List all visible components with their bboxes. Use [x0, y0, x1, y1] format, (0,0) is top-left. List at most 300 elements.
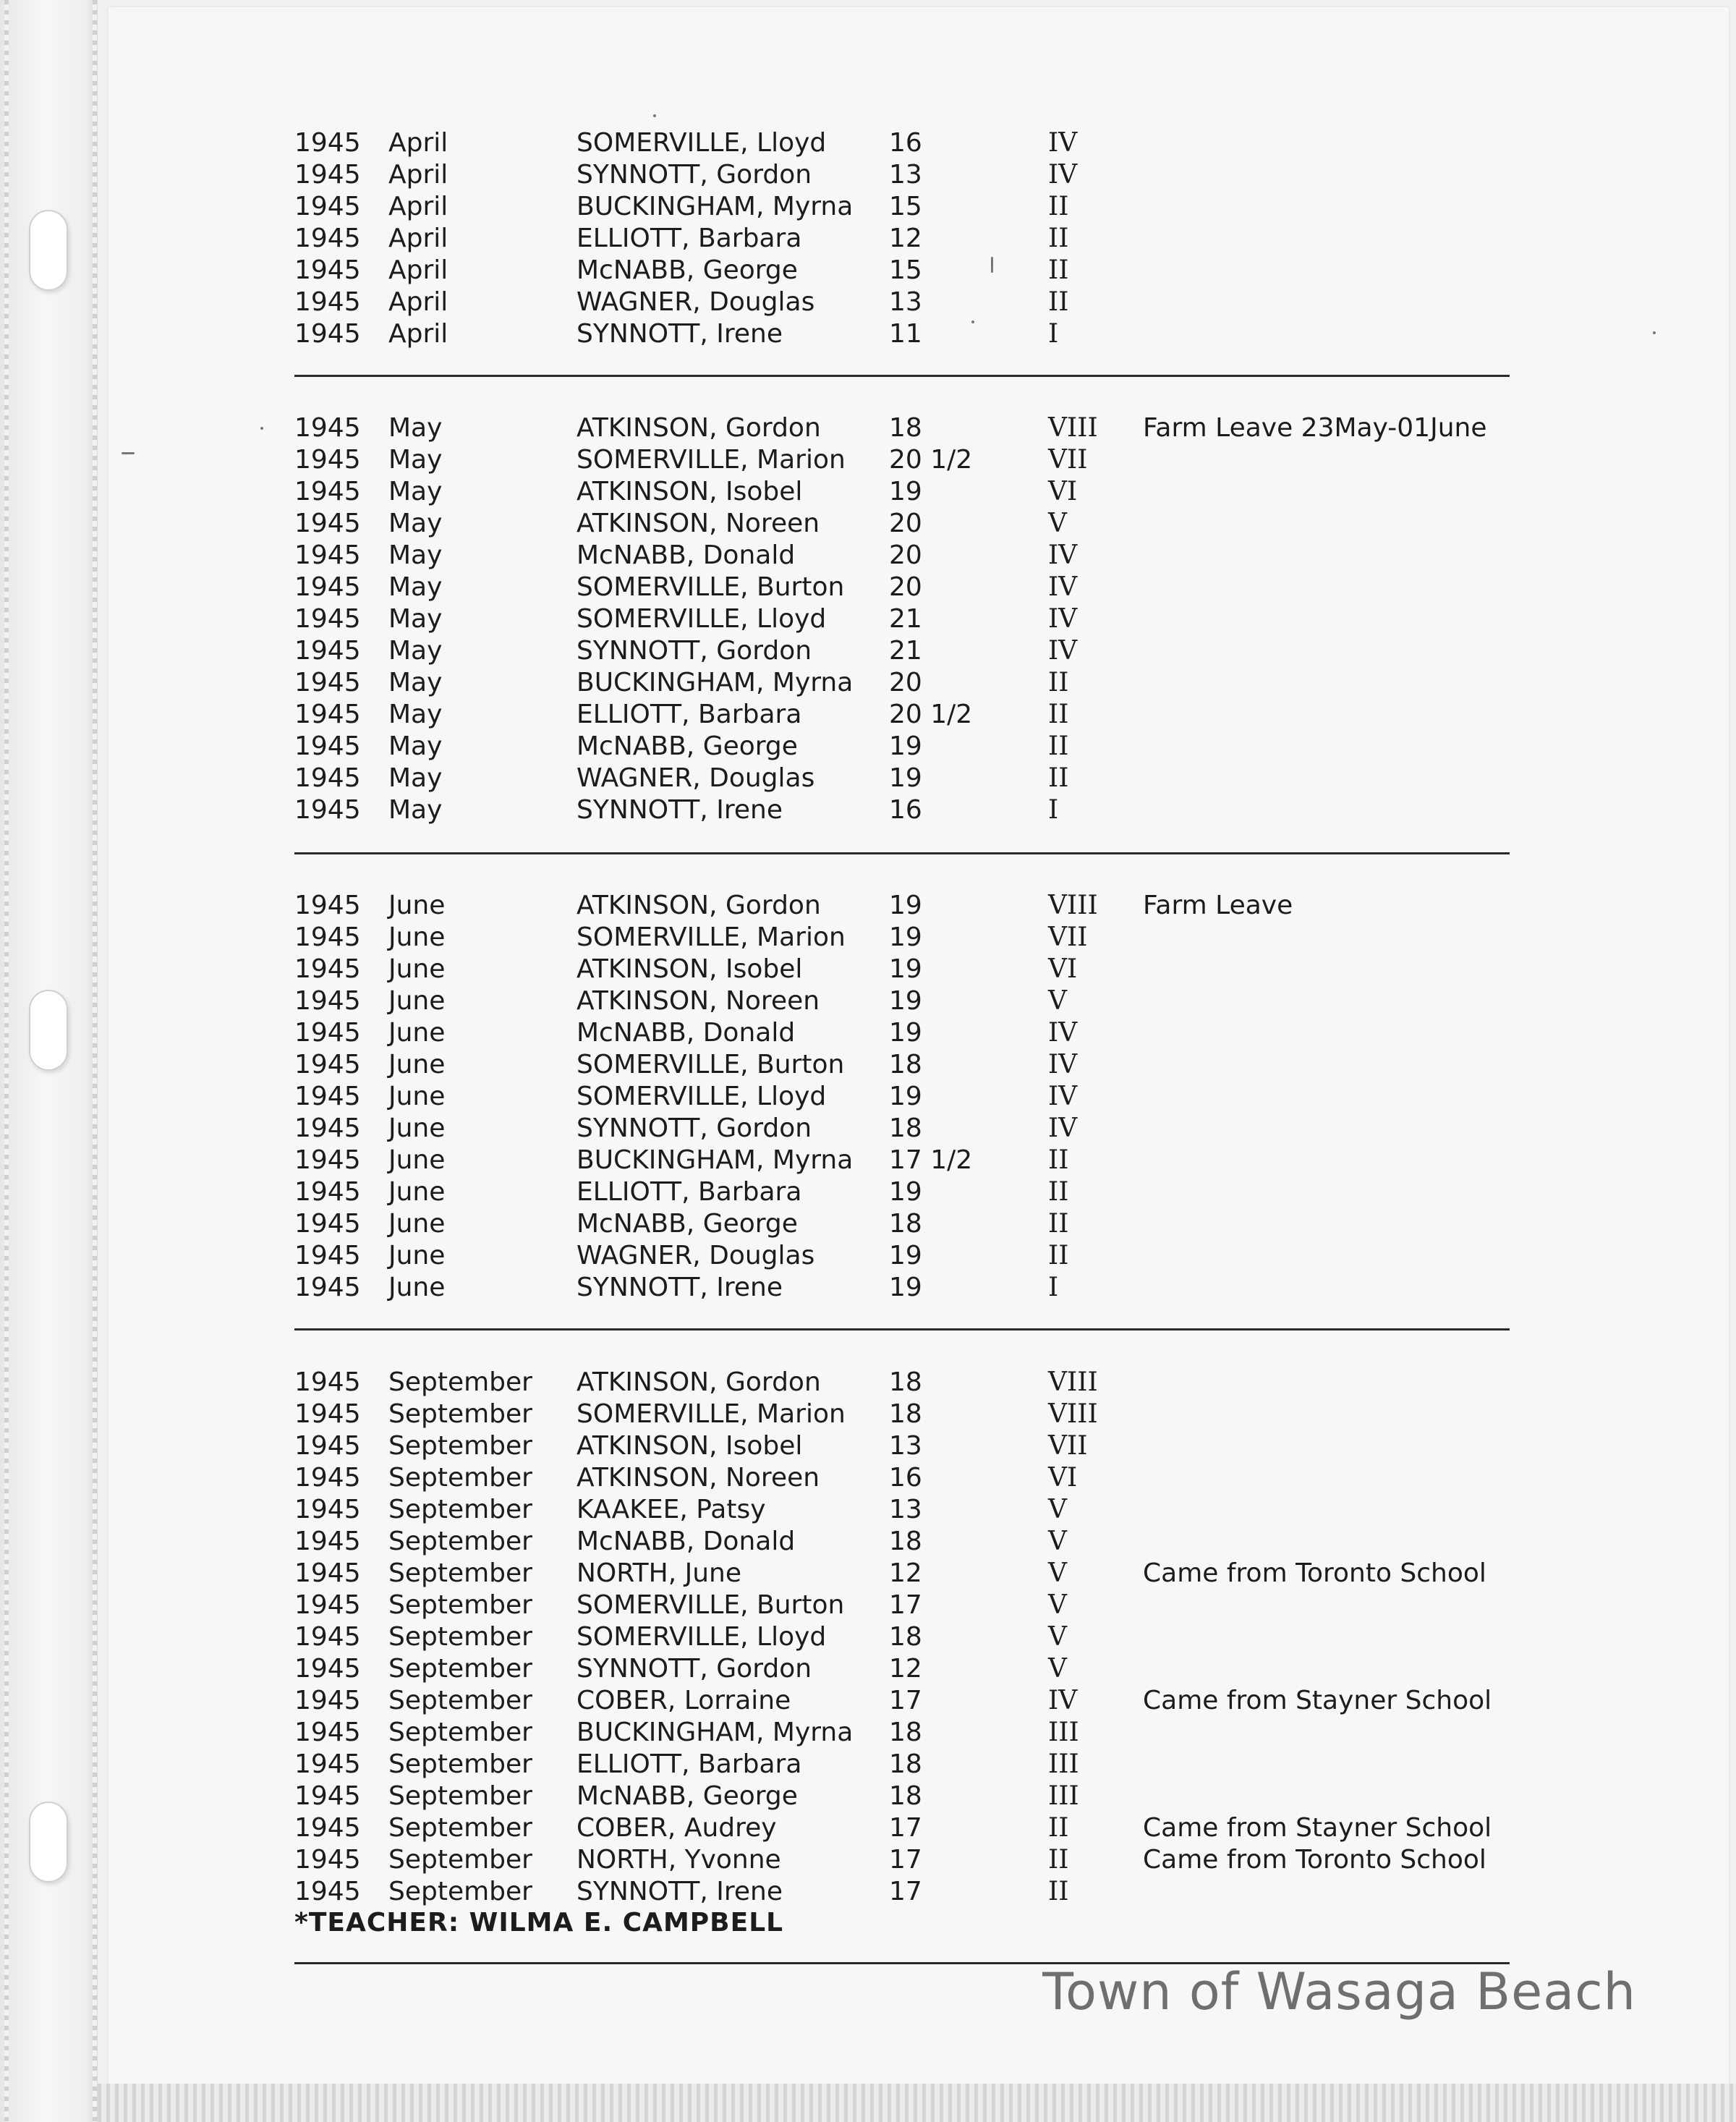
scan-speck [653, 114, 656, 117]
binder-hole-top [29, 210, 68, 291]
grade-cell: II [1048, 731, 1069, 761]
grade-cell: II [1048, 700, 1069, 729]
student-name-cell: SYNNOTT, Irene [576, 795, 783, 825]
month-cell: May [388, 445, 443, 475]
student-name-cell: ATKINSON, Gordon [576, 1367, 821, 1397]
table-row [294, 922, 1510, 954]
days-cell: 18 [889, 1781, 922, 1811]
year-cell: 1945 [294, 445, 361, 475]
table-row [294, 1208, 1510, 1240]
grade-cell: IV [1048, 1686, 1078, 1715]
days-cell: 19 [889, 986, 922, 1016]
year-cell: 1945 [294, 1686, 361, 1715]
student-name-cell: ATKINSON, Noreen [576, 509, 820, 538]
student-name-cell: SYNNOTT, Irene [576, 1877, 783, 1906]
year-cell: 1945 [294, 1241, 361, 1270]
month-cell: June [388, 922, 446, 952]
student-name-cell: BUCKINGHAM, Myrna [576, 668, 854, 697]
days-cell: 16 [889, 128, 922, 158]
table-row [294, 954, 1510, 985]
days-cell: 18 [889, 1527, 922, 1556]
days-cell: 19 [889, 763, 922, 793]
month-cell: September [388, 1558, 532, 1588]
days-cell: 21 [889, 636, 922, 666]
note-cell: Came from Toronto School [1143, 1558, 1486, 1588]
student-name-cell: SYNNOTT, Gordon [576, 636, 812, 666]
student-name-cell: SYNNOTT, Irene [576, 319, 783, 349]
student-name-cell: SOMERVILLE, Lloyd [576, 1082, 827, 1111]
section-divider [294, 1328, 1510, 1331]
days-cell: 19 [889, 1241, 922, 1270]
table-row [294, 318, 1510, 350]
student-name-cell: McNABB, George [576, 255, 798, 285]
year-cell: 1945 [294, 509, 361, 538]
month-cell: June [388, 1145, 446, 1175]
table-row [294, 223, 1510, 255]
table-row [294, 763, 1510, 794]
student-name-cell: BUCKINGHAM, Myrna [576, 1718, 854, 1747]
table-row [294, 667, 1510, 699]
year-cell: 1945 [294, 287, 361, 317]
days-cell: 11 [889, 319, 922, 349]
scan-speck [260, 427, 263, 430]
days-cell: 13 [889, 1431, 922, 1461]
grade-cell: II [1048, 1877, 1069, 1906]
student-name-cell: NORTH, June [576, 1558, 742, 1588]
days-cell: 18 [889, 1718, 922, 1747]
days-cell: 19 [889, 1273, 922, 1302]
table-row [294, 731, 1510, 763]
student-name-cell: SOMERVILLE, Lloyd [576, 604, 827, 634]
year-cell: 1945 [294, 572, 361, 602]
month-cell: June [388, 891, 446, 920]
days-cell: 20 [889, 540, 922, 570]
grade-cell: VIII [1048, 891, 1098, 920]
student-name-cell: ATKINSON, Isobel [576, 954, 803, 984]
student-name-cell: WAGNER, Douglas [576, 287, 815, 317]
grade-cell: VI [1048, 1463, 1078, 1493]
grade-cell: II [1048, 1209, 1069, 1239]
days-cell: 17 [889, 1686, 922, 1715]
year-cell: 1945 [294, 1082, 361, 1111]
days-cell: 13 [889, 1495, 922, 1524]
table-row [294, 540, 1510, 572]
note-cell: Farm Leave 23May-01June [1143, 413, 1487, 443]
year-cell: 1945 [294, 1463, 361, 1493]
year-cell: 1945 [294, 1558, 361, 1588]
student-name-cell: McNABB, Donald [576, 1527, 796, 1556]
table-row [294, 191, 1510, 223]
grade-cell: III [1048, 1781, 1079, 1811]
month-cell: May [388, 540, 443, 570]
year-cell: 1945 [294, 668, 361, 697]
student-name-cell: BUCKINGHAM, Myrna [576, 192, 854, 221]
table-row [294, 1494, 1510, 1526]
year-cell: 1945 [294, 1177, 361, 1207]
year-cell: 1945 [294, 1590, 361, 1620]
year-cell: 1945 [294, 1367, 361, 1397]
table-row [294, 1781, 1510, 1812]
year-cell: 1945 [294, 795, 361, 825]
table-row [294, 1367, 1510, 1399]
student-name-cell: ATKINSON, Gordon [576, 413, 821, 443]
year-cell: 1945 [294, 477, 361, 506]
table-row [294, 1081, 1510, 1113]
grade-cell: IV [1048, 128, 1078, 158]
table-row [294, 1876, 1510, 1908]
grade-cell: IV [1048, 160, 1078, 190]
table-row [294, 1049, 1510, 1081]
month-cell: May [388, 413, 443, 443]
days-cell: 19 [889, 891, 922, 920]
days-cell: 17 [889, 1845, 922, 1875]
year-cell: 1945 [294, 1813, 361, 1843]
grade-cell: V [1048, 1527, 1067, 1556]
month-cell: May [388, 700, 443, 729]
student-name-cell: ELLIOTT, Barbara [576, 224, 802, 253]
days-cell: 19 [889, 1177, 922, 1207]
table-row [294, 794, 1510, 826]
table-row [294, 444, 1510, 476]
grade-cell: II [1048, 668, 1069, 697]
student-name-cell: SYNNOTT, Gordon [576, 1654, 812, 1684]
year-cell: 1945 [294, 1273, 361, 1302]
table-row [294, 1462, 1510, 1494]
month-cell: June [388, 1273, 446, 1302]
grade-cell: II [1048, 287, 1069, 317]
month-cell: September [388, 1495, 532, 1524]
month-cell: April [388, 128, 448, 158]
table-row [294, 890, 1510, 922]
grade-cell: V [1048, 1622, 1067, 1652]
grade-cell: III [1048, 1749, 1079, 1779]
grade-cell: VIII [1048, 413, 1098, 443]
grade-cell: II [1048, 255, 1069, 285]
student-name-cell: ATKINSON, Isobel [576, 477, 803, 506]
year-cell: 1945 [294, 1527, 361, 1556]
table-row [294, 1685, 1510, 1717]
grade-cell: IV [1048, 572, 1078, 602]
month-cell: September [388, 1590, 532, 1620]
scan-speck [1653, 331, 1656, 334]
days-cell: 17 [889, 1590, 922, 1620]
student-name-cell: ELLIOTT, Barbara [576, 1177, 802, 1207]
days-cell: 19 [889, 922, 922, 952]
year-cell: 1945 [294, 986, 361, 1016]
month-cell: June [388, 954, 446, 984]
month-cell: September [388, 1654, 532, 1684]
year-cell: 1945 [294, 604, 361, 634]
table-row [294, 635, 1510, 667]
student-name-cell: SOMERVILLE, Burton [576, 1590, 845, 1620]
month-cell: June [388, 1082, 446, 1111]
days-cell: 19 [889, 731, 922, 761]
year-cell: 1945 [294, 1654, 361, 1684]
grade-cell: IV [1048, 1113, 1078, 1143]
student-name-cell: SOMERVILLE, Marion [576, 1399, 846, 1429]
days-cell: 18 [889, 1399, 922, 1429]
days-cell: 18 [889, 413, 922, 443]
year-cell: 1945 [294, 160, 361, 190]
year-cell: 1945 [294, 1431, 361, 1461]
table-row [294, 572, 1510, 603]
table-row [294, 1176, 1510, 1208]
student-name-cell: McNABB, George [576, 731, 798, 761]
grade-cell: IV [1048, 1018, 1078, 1048]
table-row [294, 1749, 1510, 1781]
table-row [294, 127, 1510, 159]
year-cell: 1945 [294, 1018, 361, 1048]
days-cell: 12 [889, 224, 922, 253]
section-april [294, 127, 1510, 350]
month-cell: May [388, 477, 443, 506]
note-cell: Came from Toronto School [1143, 1845, 1486, 1875]
year-cell: 1945 [294, 922, 361, 952]
table-row [294, 476, 1510, 508]
grade-cell: II [1048, 1177, 1069, 1207]
student-name-cell: SOMERVILLE, Lloyd [576, 128, 827, 158]
grade-cell: V [1048, 1495, 1067, 1524]
days-cell: 16 [889, 1463, 922, 1493]
year-cell: 1945 [294, 1050, 361, 1079]
days-cell: 13 [889, 160, 922, 190]
year-cell: 1945 [294, 1145, 361, 1175]
note-cell: Came from Stayner School [1143, 1686, 1492, 1715]
table-row [294, 1240, 1510, 1272]
month-cell: September [388, 1845, 532, 1875]
student-name-cell: SOMERVILLE, Lloyd [576, 1622, 827, 1652]
sleeve-perforation-left [4, 0, 9, 2122]
days-cell: 21 [889, 604, 922, 634]
student-name-cell: ATKINSON, Noreen [576, 1463, 820, 1493]
table-row [294, 508, 1510, 540]
note-cell: Came from Stayner School [1143, 1813, 1492, 1843]
grade-cell: II [1048, 1145, 1069, 1175]
days-cell: 19 [889, 1082, 922, 1111]
month-cell: April [388, 319, 448, 349]
month-cell: June [388, 1177, 446, 1207]
grade-cell: II [1048, 1845, 1069, 1875]
note-cell: Farm Leave [1143, 891, 1293, 920]
month-cell: April [388, 287, 448, 317]
year-cell: 1945 [294, 1718, 361, 1747]
month-cell: April [388, 160, 448, 190]
grade-cell: I [1048, 1273, 1059, 1302]
month-cell: May [388, 731, 443, 761]
grade-cell: II [1048, 1241, 1069, 1270]
table-row [294, 1145, 1510, 1176]
table-row [294, 159, 1510, 191]
student-name-cell: ATKINSON, Noreen [576, 986, 820, 1016]
grade-cell: II [1048, 1813, 1069, 1843]
grade-cell: II [1048, 192, 1069, 221]
grade-cell: VII [1048, 445, 1088, 475]
year-cell: 1945 [294, 1877, 361, 1906]
grade-cell: V [1048, 1654, 1067, 1684]
year-cell: 1945 [294, 1399, 361, 1429]
month-cell: May [388, 572, 443, 602]
student-name-cell: McNABB, Donald [576, 1018, 796, 1048]
town-watermark: Town of Wasaga Beach [1042, 1962, 1636, 2021]
year-cell: 1945 [294, 319, 361, 349]
grade-cell: V [1048, 509, 1067, 538]
grade-cell: VIII [1048, 1367, 1098, 1397]
days-cell: 19 [889, 477, 922, 506]
grade-cell: II [1048, 224, 1069, 253]
student-name-cell: COBER, Audrey [576, 1813, 777, 1843]
grade-cell: IV [1048, 636, 1078, 666]
grade-cell: VI [1048, 954, 1078, 984]
year-cell: 1945 [294, 1113, 361, 1143]
year-cell: 1945 [294, 192, 361, 221]
grade-cell: VII [1048, 922, 1088, 952]
table-row [294, 1558, 1510, 1590]
table-row [294, 699, 1510, 731]
year-cell: 1945 [294, 1749, 361, 1779]
grade-cell: II [1048, 763, 1069, 793]
sleeve-bottom-edge [98, 2084, 1736, 2122]
year-cell: 1945 [294, 636, 361, 666]
student-name-cell: KAAKEE, Patsy [576, 1495, 766, 1524]
days-cell: 20 [889, 668, 922, 697]
grade-cell: IV [1048, 540, 1078, 570]
section-divider [294, 375, 1510, 377]
grade-cell: V [1048, 1590, 1067, 1620]
student-name-cell: NORTH, Yvonne [576, 1845, 781, 1875]
month-cell: May [388, 509, 443, 538]
table-row [294, 1113, 1510, 1145]
days-cell: 19 [889, 1018, 922, 1048]
table-row [294, 1399, 1510, 1430]
year-cell: 1945 [294, 1781, 361, 1811]
student-name-cell: ELLIOTT, Barbara [576, 1749, 802, 1779]
month-cell: September [388, 1813, 532, 1843]
year-cell: 1945 [294, 255, 361, 285]
student-name-cell: McNABB, George [576, 1209, 798, 1239]
scan-speck [122, 452, 135, 454]
grade-cell: VI [1048, 477, 1078, 506]
table-row [294, 1272, 1510, 1304]
student-name-cell: SYNNOTT, Irene [576, 1273, 783, 1302]
table-row [294, 287, 1510, 318]
month-cell: September [388, 1527, 532, 1556]
year-cell: 1945 [294, 1495, 361, 1524]
binder-hole-middle [29, 990, 68, 1071]
student-name-cell: SOMERVILLE, Burton [576, 1050, 845, 1079]
student-name-cell: WAGNER, Douglas [576, 763, 815, 793]
year-cell: 1945 [294, 763, 361, 793]
month-cell: June [388, 1050, 446, 1079]
table-row [294, 1621, 1510, 1653]
student-name-cell: SOMERVILLE, Burton [576, 572, 845, 602]
table-row [294, 1590, 1510, 1621]
year-cell: 1945 [294, 128, 361, 158]
table-row [294, 1653, 1510, 1685]
days-cell: 13 [889, 287, 922, 317]
section-may [294, 412, 1510, 826]
grade-cell: V [1048, 1558, 1067, 1588]
month-cell: May [388, 795, 443, 825]
days-cell: 18 [889, 1367, 922, 1397]
year-cell: 1945 [294, 540, 361, 570]
table-row [294, 1526, 1510, 1558]
student-name-cell: COBER, Lorraine [576, 1686, 791, 1715]
month-cell: September [388, 1367, 532, 1397]
days-cell: 15 [889, 255, 922, 285]
month-cell: September [388, 1749, 532, 1779]
days-cell: 17 1/2 [889, 1145, 973, 1175]
teacher-line: *TEACHER: WILMA E. CAMPBELL [294, 1908, 784, 1938]
student-name-cell: ATKINSON, Isobel [576, 1431, 803, 1461]
days-cell: 20 1/2 [889, 700, 973, 729]
binder-hole-bottom [29, 1801, 68, 1883]
student-name-cell: SYNNOTT, Gordon [576, 160, 812, 190]
section-september [294, 1367, 1510, 1908]
year-cell: 1945 [294, 1209, 361, 1239]
month-cell: September [388, 1431, 532, 1461]
month-cell: April [388, 224, 448, 253]
table-row [294, 1812, 1510, 1844]
grade-cell: V [1048, 986, 1067, 1016]
table-row [294, 1430, 1510, 1462]
month-cell: April [388, 255, 448, 285]
student-name-cell: McNABB, Donald [576, 540, 796, 570]
year-cell: 1945 [294, 891, 361, 920]
section-june [294, 890, 1510, 1304]
student-name-cell: BUCKINGHAM, Myrna [576, 1145, 854, 1175]
days-cell: 20 [889, 572, 922, 602]
grade-cell: III [1048, 1718, 1079, 1747]
days-cell: 18 [889, 1622, 922, 1652]
grade-cell: IV [1048, 1050, 1078, 1079]
month-cell: September [388, 1622, 532, 1652]
month-cell: September [388, 1781, 532, 1811]
year-cell: 1945 [294, 1845, 361, 1875]
month-cell: May [388, 763, 443, 793]
year-cell: 1945 [294, 1622, 361, 1652]
student-name-cell: SOMERVILLE, Marion [576, 922, 846, 952]
table-row [294, 255, 1510, 287]
days-cell: 18 [889, 1050, 922, 1079]
student-name-cell: SOMERVILLE, Marion [576, 445, 846, 475]
student-name-cell: ELLIOTT, Barbara [576, 700, 802, 729]
month-cell: June [388, 1209, 446, 1239]
table-row [294, 412, 1510, 444]
table-row [294, 1717, 1510, 1749]
grade-cell: IV [1048, 1082, 1078, 1111]
student-name-cell: SYNNOTT, Gordon [576, 1113, 812, 1143]
year-cell: 1945 [294, 224, 361, 253]
days-cell: 17 [889, 1813, 922, 1843]
month-cell: September [388, 1718, 532, 1747]
table-row [294, 985, 1510, 1017]
month-cell: September [388, 1399, 532, 1429]
student-name-cell: McNABB, George [576, 1781, 798, 1811]
year-cell: 1945 [294, 731, 361, 761]
month-cell: April [388, 192, 448, 221]
grade-cell: IV [1048, 604, 1078, 634]
days-cell: 16 [889, 795, 922, 825]
days-cell: 20 1/2 [889, 445, 973, 475]
days-cell: 15 [889, 192, 922, 221]
table-row [294, 603, 1510, 635]
days-cell: 18 [889, 1749, 922, 1779]
month-cell: May [388, 668, 443, 697]
sleeve-perforation-right [93, 0, 97, 2122]
grade-cell: I [1048, 795, 1059, 825]
year-cell: 1945 [294, 413, 361, 443]
month-cell: June [388, 1018, 446, 1048]
